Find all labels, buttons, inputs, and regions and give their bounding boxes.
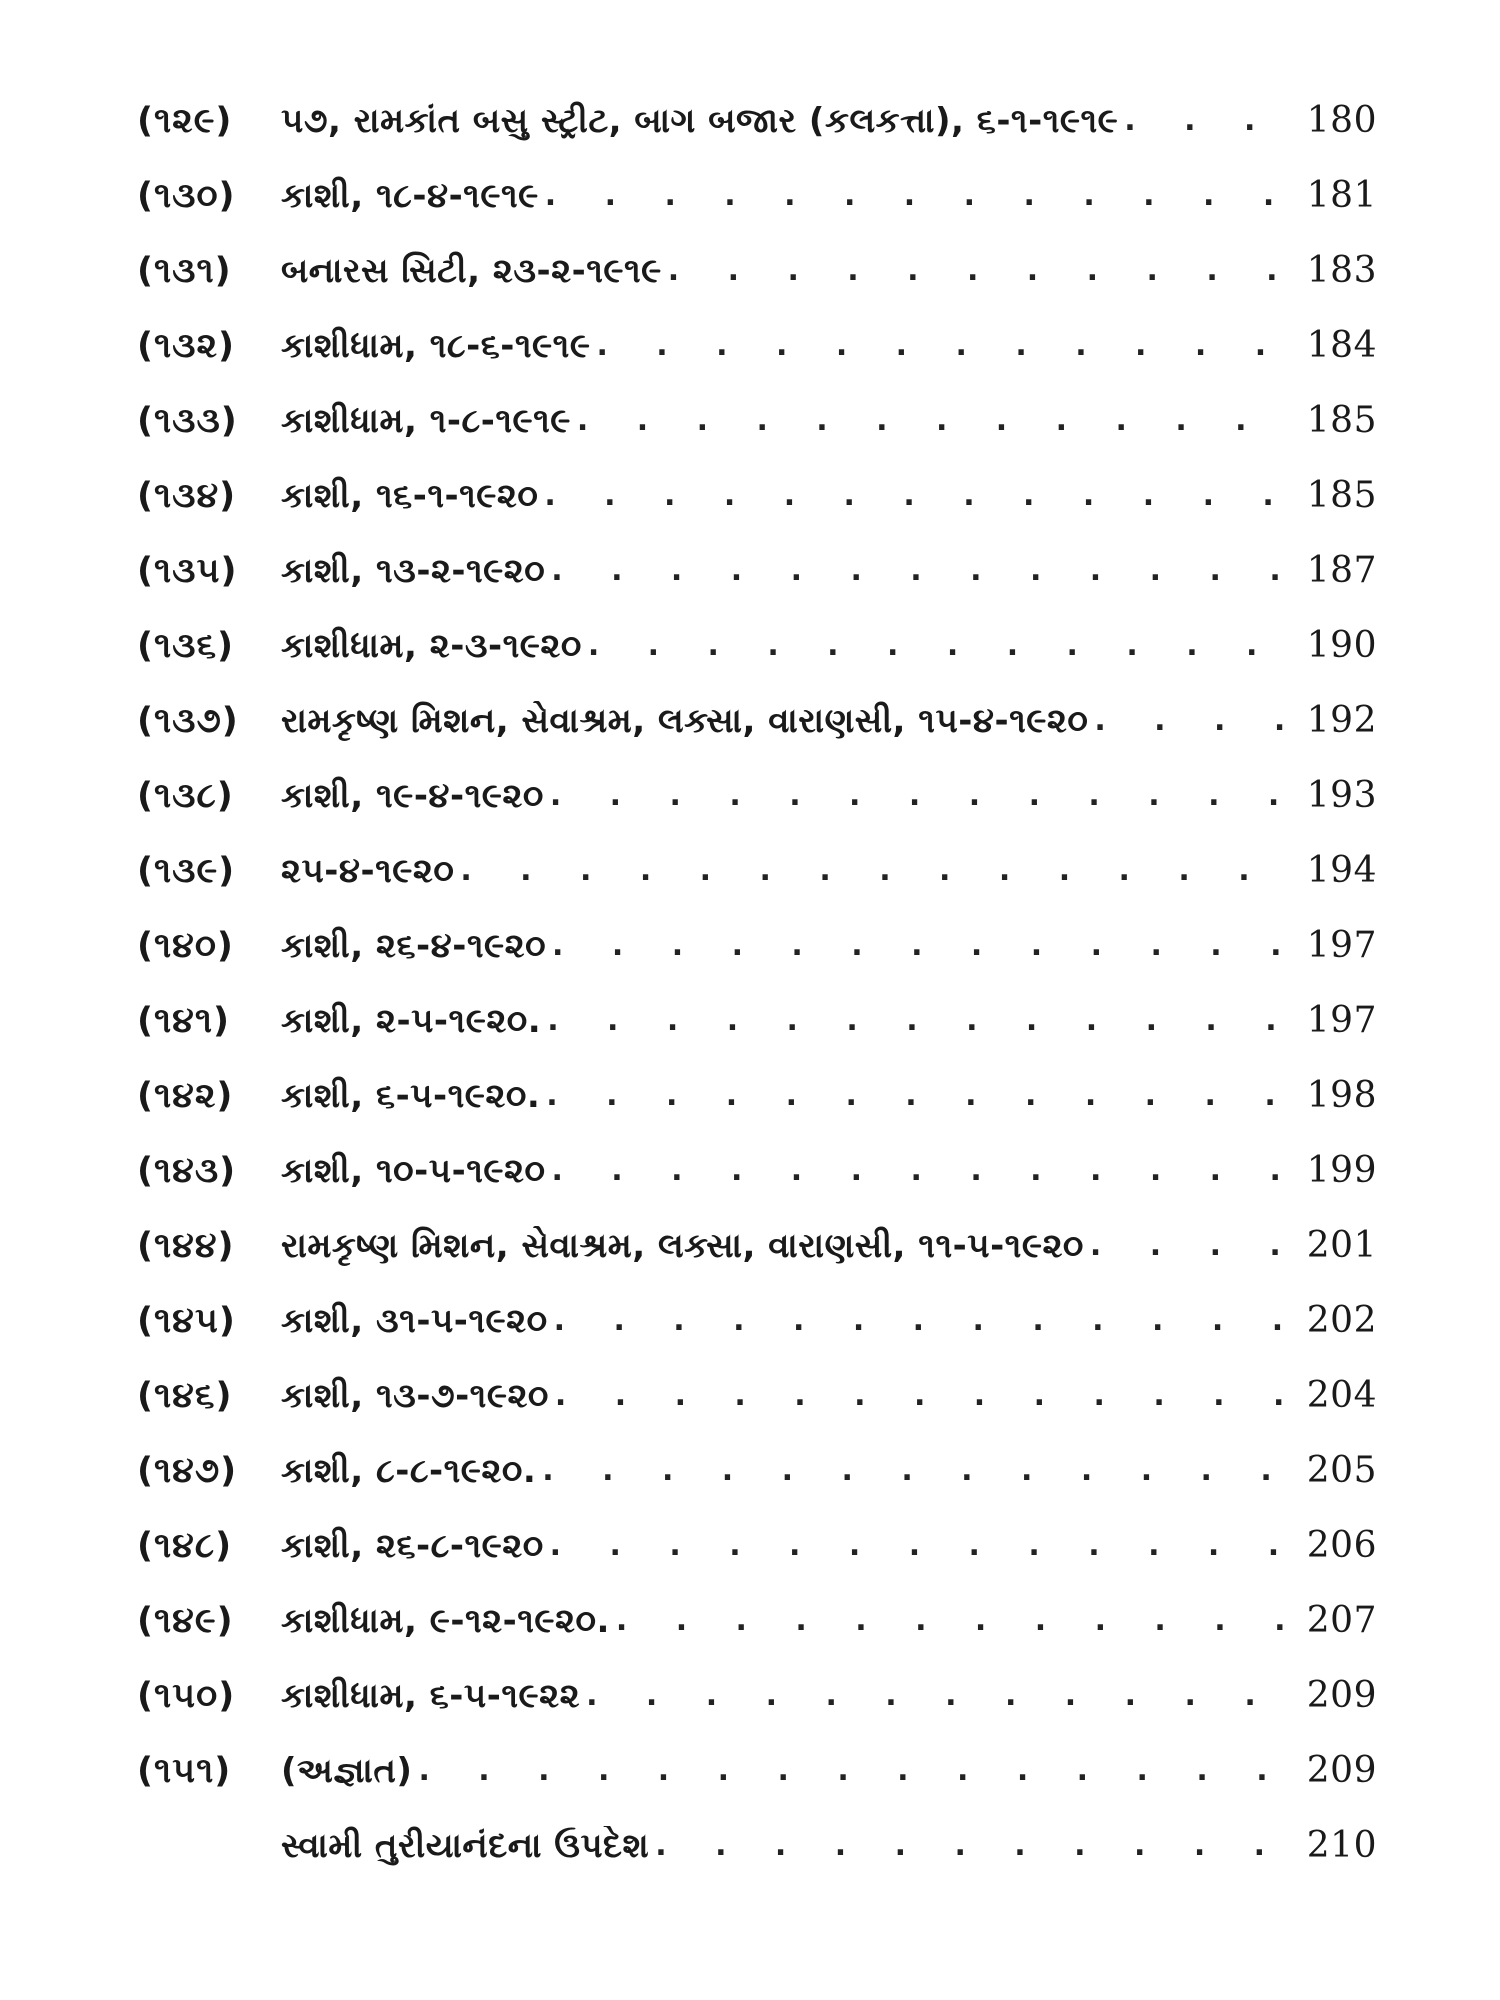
entry-page-number: 204	[1306, 1375, 1377, 1416]
entry-number: (૧૪૨)	[137, 1075, 234, 1116]
entry-title: કાશી, ૧૩-૨-૧૯૨૦	[281, 550, 546, 591]
entry-page-number: 202	[1306, 1300, 1377, 1341]
dot-leader	[544, 478, 1297, 513]
dot-leader	[588, 628, 1297, 663]
dot-leader	[545, 178, 1297, 213]
entry-title: (અજ્ઞાત)	[281, 1750, 413, 1791]
toc-entry	[137, 1433, 1377, 1508]
dot-leader	[577, 403, 1297, 438]
dot-leader	[1124, 103, 1297, 138]
entry-title-wrap	[281, 551, 1297, 591]
toc-entry	[137, 983, 1377, 1058]
entry-number: (૧૪૯)	[137, 1600, 234, 1641]
entry-title-wrap	[281, 101, 1297, 141]
entry-page-number: 187	[1306, 550, 1377, 591]
toc-entry	[137, 308, 1377, 383]
entry-title: કાશીધામ, ૧૮-૬-૧૯૧૯	[281, 325, 591, 366]
toc-entry	[137, 1658, 1377, 1733]
entry-title: કાશી, ૧૮-૪-૧૯૧૯	[281, 175, 539, 216]
entry-number: (૧૩૨)	[137, 325, 235, 366]
dot-leader	[460, 853, 1297, 888]
entry-page-number: 198	[1306, 1075, 1377, 1116]
entry-number: (૧૪૪)	[137, 1225, 235, 1266]
entry-number: (૧૫૧)	[137, 1750, 232, 1791]
entry-title: કાશી, ૨૬-૪-૧૯૨૦	[281, 925, 547, 966]
entry-number: (૧૪૧)	[137, 1000, 230, 1041]
entry-page-number: 185	[1306, 400, 1377, 441]
dot-leader	[1090, 1228, 1297, 1263]
dot-leader	[551, 1153, 1297, 1188]
entry-page-number: 192	[1306, 700, 1377, 741]
dot-leader	[550, 1528, 1297, 1563]
entry-title: કાશી, ૧૦-૫-૧૯૨૦	[281, 1150, 546, 1191]
entry-number: (૧૪૮)	[137, 1525, 233, 1566]
entry-title-wrap	[281, 1451, 1297, 1491]
entry-number: (૧૩૦)	[137, 175, 236, 216]
toc-entry	[137, 683, 1377, 758]
dot-leader	[551, 553, 1297, 588]
toc-entry	[137, 833, 1377, 908]
entry-title: કાશીધામ, ૨-૩-૧૯૨૦	[281, 625, 582, 666]
entry-title-wrap	[281, 626, 1297, 666]
entry-number: (૧૪૩)	[137, 1150, 237, 1191]
entry-number: (૧૩૬)	[137, 625, 235, 666]
entry-number: (૧૩૧)	[137, 250, 232, 291]
entry-title: કાશી, ૩૧-૫-૧૯૨૦	[281, 1300, 548, 1341]
entry-title: સ્વામી તુરીયાનંદના ઉપદેશ	[281, 1825, 650, 1866]
entry-title-wrap	[281, 1151, 1297, 1191]
entry-title-wrap	[281, 1676, 1297, 1716]
entry-page-number: 209	[1306, 1675, 1377, 1716]
entry-title: કાશીધામ, ૯-૧૨-૧૯૨૦.	[281, 1600, 610, 1641]
entry-number: (૧૩૯)	[137, 850, 236, 891]
entry-page-number: 194	[1306, 850, 1377, 891]
toc-entry	[137, 458, 1377, 533]
entry-page-number: 206	[1306, 1525, 1377, 1566]
entry-number: (૧૩૩)	[137, 400, 238, 441]
entry-number: (૧૩૫)	[137, 550, 238, 591]
toc-entry	[137, 1808, 1377, 1883]
entry-number: (૧૪૬)	[137, 1375, 233, 1416]
toc-entry	[137, 1358, 1377, 1433]
entry-title-wrap	[281, 926, 1297, 966]
toc-entry	[137, 608, 1377, 683]
entry-page-number: 183	[1306, 250, 1377, 291]
toc-entry	[137, 1058, 1377, 1133]
entry-title: કાશી, ૮-૮-૧૯૨૦.	[281, 1450, 537, 1491]
entry-title: ૨૫-૪-૧૯૨૦	[281, 850, 455, 891]
entry-page-number: 201	[1306, 1225, 1377, 1266]
dot-leader	[616, 1603, 1297, 1638]
toc-entry	[137, 1733, 1377, 1808]
entry-page-number: 197	[1306, 925, 1377, 966]
entry-number: (૧૨૯)	[137, 100, 233, 141]
entry-title: કાશી, ૧૯-૪-૧૯૨૦	[281, 775, 544, 816]
toc-entry	[137, 83, 1377, 158]
dot-leader	[586, 1678, 1297, 1713]
entry-page-number: 184	[1306, 325, 1377, 366]
entry-title-wrap	[281, 851, 1297, 891]
dot-leader	[550, 778, 1297, 813]
dot-leader	[418, 1753, 1297, 1788]
dot-leader	[552, 928, 1297, 963]
entry-title: કાશીધામ, ૬-૫-૧૯૨૨	[281, 1675, 581, 1716]
entry-page-number: 185	[1306, 475, 1377, 516]
entry-title-wrap	[281, 701, 1297, 741]
entry-number: (૧૪૦)	[137, 925, 234, 966]
toc-list	[137, 83, 1377, 1883]
toc-entry	[137, 233, 1377, 308]
dot-leader	[655, 1828, 1297, 1863]
toc-entry	[137, 533, 1377, 608]
entry-title-wrap	[281, 251, 1297, 291]
entry-number: (૧૩૮)	[137, 775, 234, 816]
entry-page-number: 181	[1306, 175, 1377, 216]
toc-entry	[137, 1583, 1377, 1658]
entry-page-number: 180	[1306, 100, 1377, 141]
entry-page-number: 210	[1306, 1825, 1377, 1866]
toc-entry	[137, 908, 1377, 983]
toc-entry	[137, 1133, 1377, 1208]
entry-page-number: 193	[1306, 775, 1377, 816]
entry-title-wrap	[281, 1076, 1297, 1116]
dot-leader	[596, 328, 1297, 363]
entry-title: કાશી, ૧૬-૧-૧૯૨૦	[281, 475, 539, 516]
dot-leader	[542, 1453, 1297, 1488]
entry-title-wrap	[281, 1301, 1297, 1341]
entry-page-number: 205	[1306, 1450, 1377, 1491]
entry-number: (૧૪૭)	[137, 1450, 238, 1491]
entry-page-number: 190	[1306, 625, 1377, 666]
entry-title: કાશીધામ, ૧-૮-૧૯૧૯	[281, 400, 571, 441]
entry-title-wrap	[281, 1376, 1297, 1416]
entry-title-wrap	[281, 1601, 1297, 1641]
entry-title-wrap	[281, 776, 1297, 816]
entry-title: કાશી, ૬-૫-૧૯૨૦.	[281, 1075, 541, 1116]
entry-title-wrap	[281, 1526, 1297, 1566]
entry-page-number: 197	[1306, 1000, 1377, 1041]
entry-page-number: 199	[1306, 1150, 1377, 1191]
entry-title: ૫૭, રામકાંત બસુ સ્ટ્રીટ, બાગ બજાર (કલકત્તા), ૬-૧-૧૯૧૯	[281, 100, 1119, 141]
entry-number: (૧૩૭)	[137, 700, 239, 741]
entry-page-number: 207	[1306, 1600, 1377, 1641]
entry-number: (૧૫૦)	[137, 1675, 236, 1716]
toc-entry	[137, 383, 1377, 458]
entry-title: બનારસ સિટી, ૨૩-૨-૧૯૧૯	[281, 250, 662, 291]
dot-leader	[555, 1378, 1297, 1413]
entry-title: રામકૃષ્ણ મિશન, સેવાશ્રમ, લક્સા, વારાણસી, ૧૫-૪-૧૯૨૦	[281, 700, 1089, 741]
entry-title-wrap	[281, 1001, 1297, 1041]
entry-title-wrap	[281, 176, 1297, 216]
toc-entry	[137, 1208, 1377, 1283]
entry-page-number: 209	[1306, 1750, 1377, 1791]
entry-title-wrap	[281, 1826, 1297, 1866]
toc-entry	[137, 158, 1377, 233]
entry-title: કાશી, ૨-૫-૧૯૨૦.	[281, 1000, 542, 1041]
toc-entry	[137, 758, 1377, 833]
entry-title: કાશી, ૨૬-૮-૧૯૨૦	[281, 1525, 544, 1566]
entry-title-wrap	[281, 1751, 1297, 1791]
dot-leader	[547, 1003, 1297, 1038]
dot-leader	[1094, 703, 1297, 738]
entry-title: રામકૃષ્ણ મિશન, સેવાશ્રમ, લક્સા, વારાણસી, ૧૧-૫-૧૯૨૦	[281, 1225, 1084, 1266]
toc-entry	[137, 1283, 1377, 1358]
entry-title-wrap	[281, 401, 1297, 441]
entry-title-wrap	[281, 1226, 1297, 1266]
dot-leader	[546, 1078, 1297, 1113]
entry-title-wrap	[281, 326, 1297, 366]
dot-leader	[668, 253, 1297, 288]
entry-title: કાશી, ૧૩-૭-૧૯૨૦	[281, 1375, 549, 1416]
entry-number: (૧૩૪)	[137, 475, 237, 516]
entry-number: (૧૪૫)	[137, 1300, 236, 1341]
entry-title-wrap	[281, 476, 1297, 516]
dot-leader	[554, 1303, 1297, 1338]
toc-entry	[137, 1508, 1377, 1583]
